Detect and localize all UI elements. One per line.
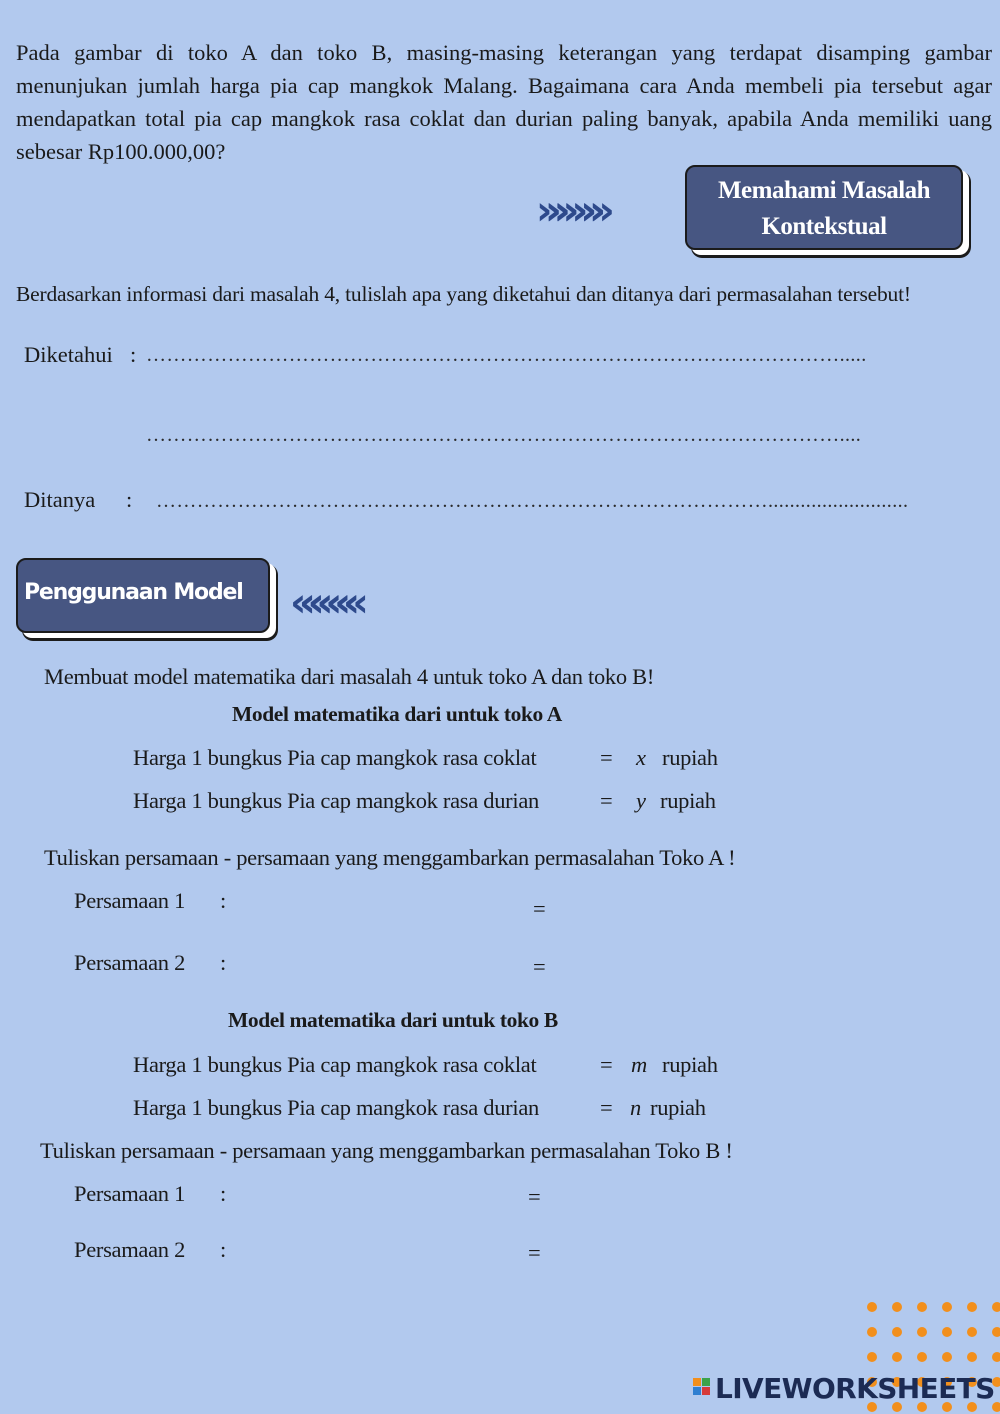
toko-a-eq2-label: Persamaan 2: [74, 950, 186, 975]
decorative-dot: [917, 1302, 927, 1312]
toko-b-eq1-label: Persamaan 1: [74, 1181, 186, 1206]
decorative-dot: [992, 1352, 1000, 1362]
liveworksheets-logo: [693, 1372, 995, 1405]
banner-line-2: Kontekstual: [761, 213, 887, 240]
toko-a-row1-text: Harga 1 bungkus Pia cap mangkok rasa coklat: [133, 745, 537, 770]
decorative-dot: [942, 1327, 952, 1337]
decorative-dot: [942, 1352, 952, 1362]
decorative-dot: [942, 1302, 952, 1312]
toko-a-row2-text: Harga 1 bungkus Pia cap mangkok rasa durian: [133, 788, 539, 813]
toko-a-row2-eq: =: [600, 788, 613, 813]
toko-b-eq1-equals[interactable]: =: [528, 1184, 541, 1209]
toko-b-prompt: Tuliskan persamaan - persamaan yang menggambarkan permasalahan Toko B !: [40, 1138, 733, 1163]
chevrons-right-icon: »»»»»»»: [536, 188, 598, 234]
instruction-text: Berdasarkan informasi dari masalah 4, tulislah apa yang diketahui dan ditanya dari permasalahan tersebut!: [16, 282, 911, 306]
decorative-dot: [917, 1352, 927, 1362]
toko-a-row1-unit: rupiah: [662, 745, 718, 770]
toko-b-row2-var: n: [630, 1095, 641, 1120]
toko-b-eq2-colon: :: [220, 1237, 226, 1262]
ditanya-colon: :: [126, 487, 133, 512]
toko-b-row1-var: m: [631, 1052, 647, 1077]
decorative-dot: [967, 1327, 977, 1337]
toko-b-title: Model matematika dari untuk toko B: [228, 1008, 558, 1032]
toko-a-row2-unit: rupiah: [660, 788, 716, 813]
toko-a-prompt: Tuliskan persamaan - persamaan yang menggambarkan permasalahan Toko A !: [44, 845, 736, 870]
decorative-dot: [892, 1302, 902, 1312]
toko-a-eq1-label: Persamaan 1: [74, 888, 186, 913]
toko-b-row2-unit: rupiah: [650, 1095, 706, 1120]
banner-penggunaan-model: Penggunaan Model: [16, 558, 270, 633]
decorative-dot: [867, 1352, 877, 1362]
liveworksheets-logo-icon: [693, 1378, 711, 1396]
toko-b-row1-eq: =: [600, 1052, 613, 1077]
toko-b-row1-text: Harga 1 bungkus Pia cap mangkok rasa coklat: [133, 1052, 537, 1077]
toko-a-title: Model matematika dari untuk toko A: [232, 702, 562, 726]
decorative-dot: [967, 1302, 977, 1312]
toko-a-eq1-equals[interactable]: =: [533, 896, 546, 921]
toko-a-eq2-colon: :: [220, 950, 226, 975]
toko-a-row2-var: y: [636, 788, 646, 813]
toko-b-eq1-colon: :: [220, 1181, 226, 1206]
decorative-dot: [867, 1302, 877, 1312]
problem-paragraph: Pada gambar di toko A dan toko B, masing-masing keterangan yang terdapat disamping gambar menunjukan jumlah harga pia cap mangkok Malang. Bagaimana cara Anda membeli pia tersebut agar mendapatkan total pia cap mangkok rasa coklat dan durian paling banyak, apabila Anda memiliki uang sebesar Rp100.000,00?: [16, 40, 992, 164]
diketahui-answer-line-2[interactable]: …………………………………………………………………………………………....: [146, 424, 862, 446]
ditanya-answer-line[interactable]: ………………………………………………………………………………..........................: [156, 490, 909, 512]
toko-a-row1-eq: =: [600, 745, 613, 770]
toko-b-row2-text: Harga 1 bungkus Pia cap mangkok rasa durian: [133, 1095, 539, 1120]
toko-b-eq2-equals[interactable]: =: [528, 1240, 541, 1265]
decorative-dot: [992, 1302, 1000, 1312]
toko-a-row1-var: x: [636, 745, 646, 770]
diketahui-colon: :: [130, 342, 137, 367]
liveworksheets-logo-text: LIVEWORKSHEETS: [715, 1372, 995, 1405]
chevrons-left-icon: «««««««: [290, 580, 352, 626]
decorative-dot: [892, 1327, 902, 1337]
banner-memahami-masalah: [685, 165, 963, 250]
diketahui-answer-line-1[interactable]: ………………………………………………………………………………………….....: [146, 344, 867, 366]
ditanya-label: Ditanya: [24, 487, 96, 512]
decorative-dot: [867, 1327, 877, 1337]
diketahui-label: Diketahui: [24, 342, 113, 367]
toko-b-row2-eq: =: [600, 1095, 613, 1120]
toko-a-eq1-colon: :: [220, 888, 226, 913]
model-intro: Membuat model matematika dari masalah 4 untuk toko A dan toko B!: [44, 664, 655, 689]
decorative-dot: [917, 1327, 927, 1337]
toko-b-row1-unit: rupiah: [662, 1052, 718, 1077]
decorative-dot: [967, 1352, 977, 1362]
banner-line-1: Memahami Masalah: [717, 177, 931, 204]
toko-a-eq2-equals[interactable]: =: [533, 954, 546, 979]
decorative-dot: [892, 1352, 902, 1362]
toko-b-eq2-label: Persamaan 2: [74, 1237, 186, 1262]
decorative-dot: [992, 1327, 1000, 1337]
